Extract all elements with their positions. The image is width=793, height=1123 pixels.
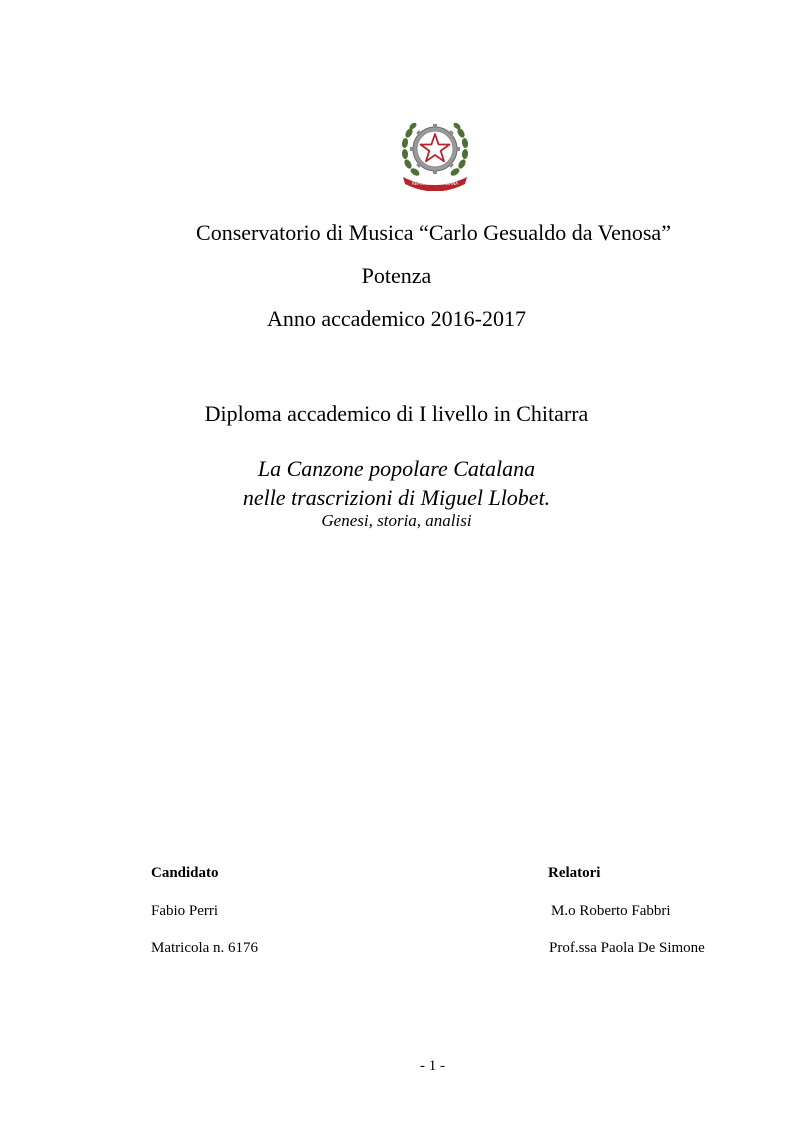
- candidate-label: Candidato: [151, 865, 219, 881]
- thesis-subtitle: Genesi, storia, analisi: [321, 511, 472, 530]
- svg-text:REPUBBLICA ITALIANA: REPUBBLICA ITALIANA: [411, 181, 459, 186]
- italian-republic-emblem-icon: [399, 113, 471, 191]
- academic-year: Anno accademico 2016-2017: [266, 306, 527, 331]
- institution-city: Potenza: [361, 263, 432, 288]
- diploma-title: Diploma accademico di I livello in Chitarra: [204, 401, 589, 426]
- institution-name: Conservatorio di Musica “Carlo Gesualdo da Venosa”: [196, 220, 671, 245]
- thesis-title-line-2: nelle trascrizioni di Miguel Llobet.: [242, 485, 551, 510]
- advisors-label: Relatori: [548, 865, 601, 881]
- candidate-id: Matricola n. 6176: [151, 940, 259, 956]
- page-number: - 1 -: [420, 1058, 445, 1074]
- thesis-title-line-1: La Canzone popolare Catalana: [257, 456, 536, 481]
- advisor-name: Prof.ssa Paola De Simone: [549, 940, 705, 956]
- advisor-name: M.o Roberto Fabbri: [551, 903, 671, 919]
- candidate-name: Fabio Perri: [151, 903, 219, 919]
